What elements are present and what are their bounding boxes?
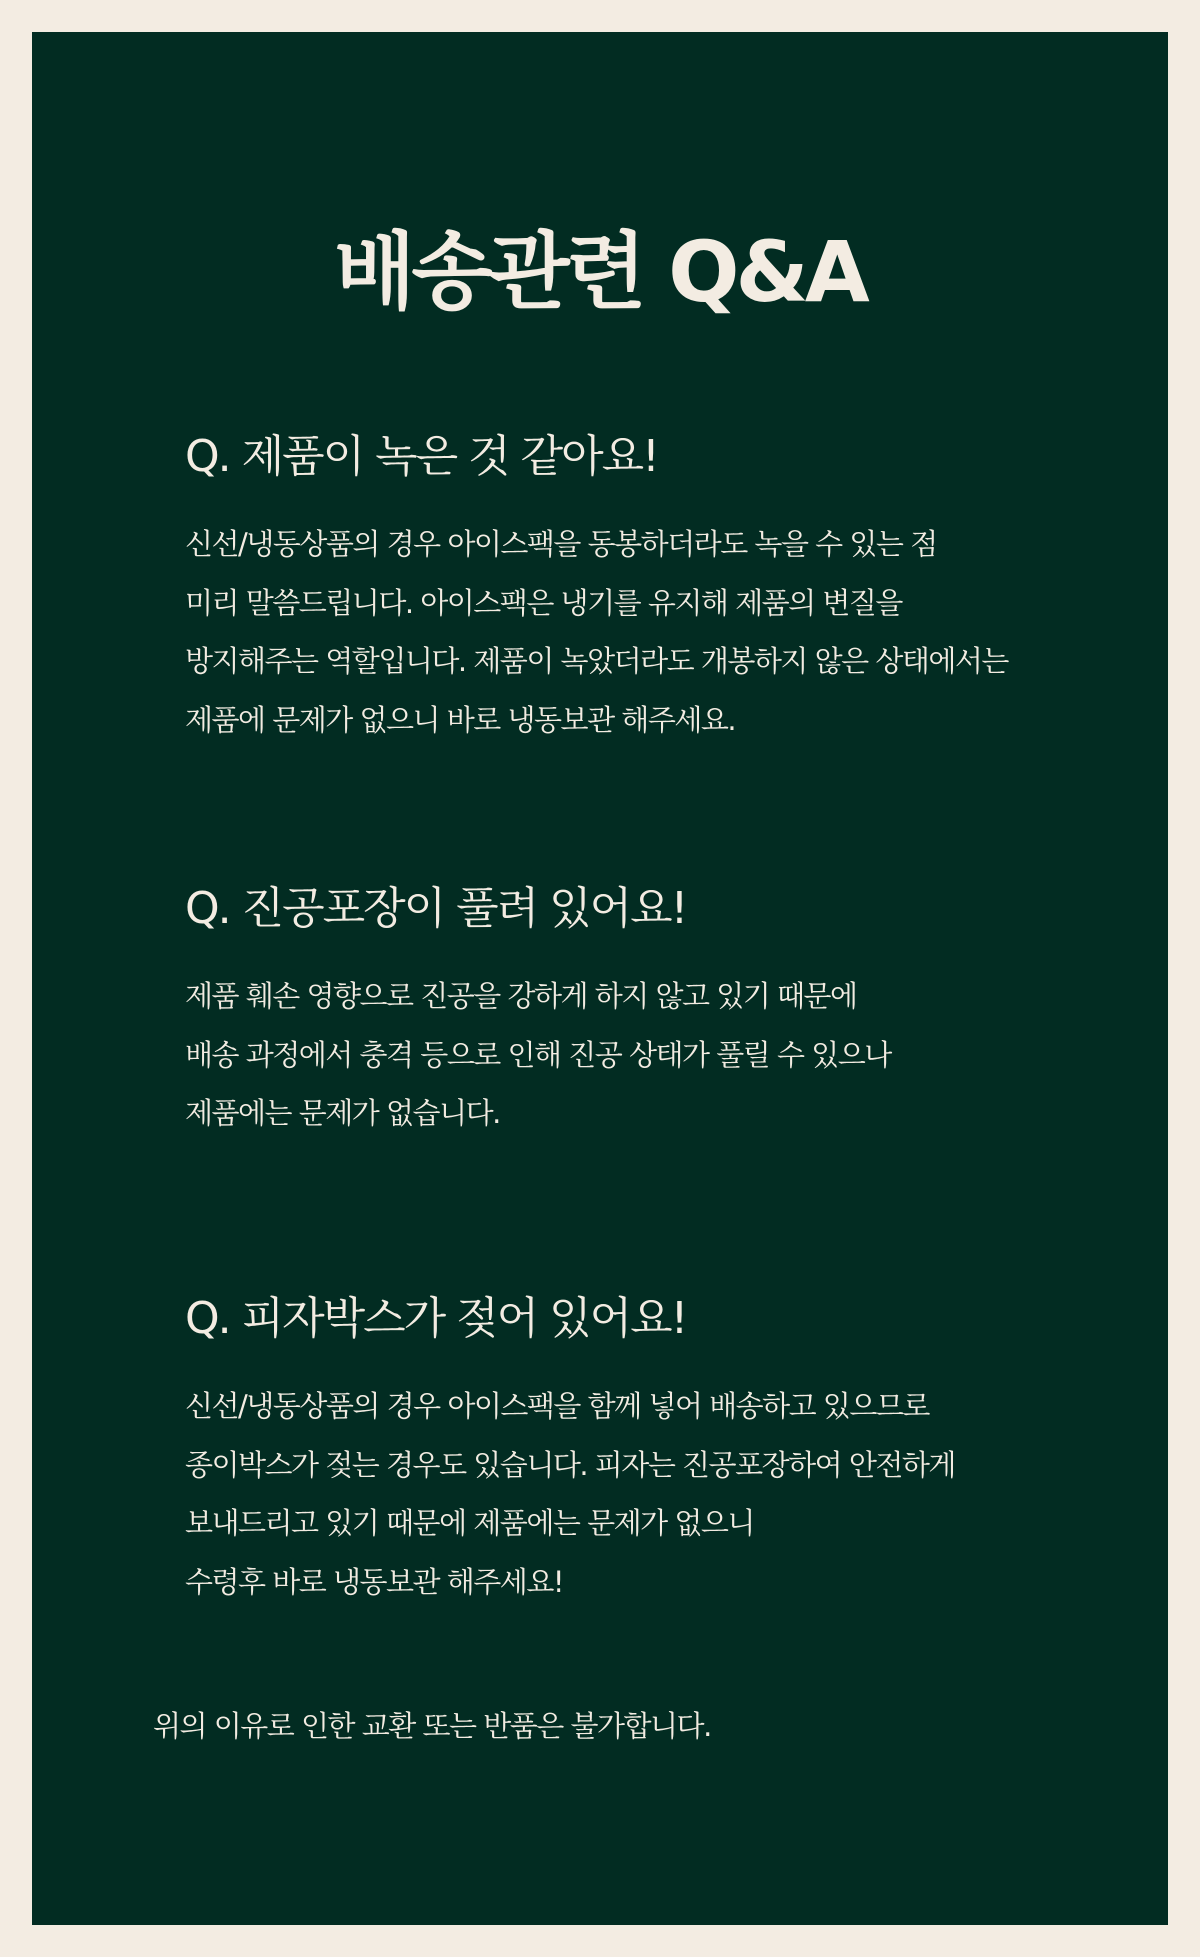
qa-item-wet-box [185, 1289, 1125, 1611]
qa-answer [185, 515, 1125, 749]
qa-question: Q. 제품이 녹은 것 같아요! [185, 431, 658, 482]
answer-line: 수령후 바로 냉동보관 해주세요! [185, 1564, 563, 1599]
answer-line: 방지해주는 역할입니다. 제품이 녹았더라도 개봉하지 않은 상태에서는 [185, 644, 1008, 678]
answer-line: 제품에는 문제가 없습니다. [185, 1096, 500, 1130]
answer-line: 신선/냉동상품의 경우 아이스팩을 동봉하더라도 녹을 수 있는 점 [185, 527, 937, 561]
qa-item-vacuum [185, 879, 1125, 1143]
page-title: 배송관련 Q&A [334, 223, 866, 321]
qa-panel [32, 32, 1168, 1925]
qa-item-melted [185, 427, 1125, 749]
qa-question: Q. 피자박스가 젖어 있어요! [185, 1293, 687, 1344]
qa-question: Q. 진공포장이 풀려 있어요! [185, 883, 687, 934]
answer-line: 미리 말씀드립니다. 아이스팩은 냉기를 유지해 제품의 변질을 [185, 585, 902, 620]
answer-line: 신선/냉동상품의 경우 아이스팩을 함께 넣어 배송하고 있으므로 [185, 1389, 929, 1423]
answer-line: 보내드리고 있기 때문에 제품에는 문제가 없으니 [185, 1506, 754, 1540]
qa-answer [185, 967, 1125, 1143]
answer-line: 제품에 문제가 없으니 바로 냉동보관 해주세요. [185, 702, 736, 737]
return-notice: 위의 이유로 인한 교환 또는 반품은 불가합니다. [153, 1709, 711, 1743]
qa-answer [185, 1377, 1125, 1611]
answer-line: 종이박스가 젖는 경우도 있습니다. 피자는 진공포장하여 안전하게 [185, 1447, 955, 1482]
answer-line: 배송 과정에서 충격 등으로 인해 진공 상태가 풀릴 수 있으나 [185, 1037, 891, 1072]
answer-line: 제품 훼손 영향으로 진공을 강하게 하지 않고 있기 때문에 [185, 979, 857, 1013]
